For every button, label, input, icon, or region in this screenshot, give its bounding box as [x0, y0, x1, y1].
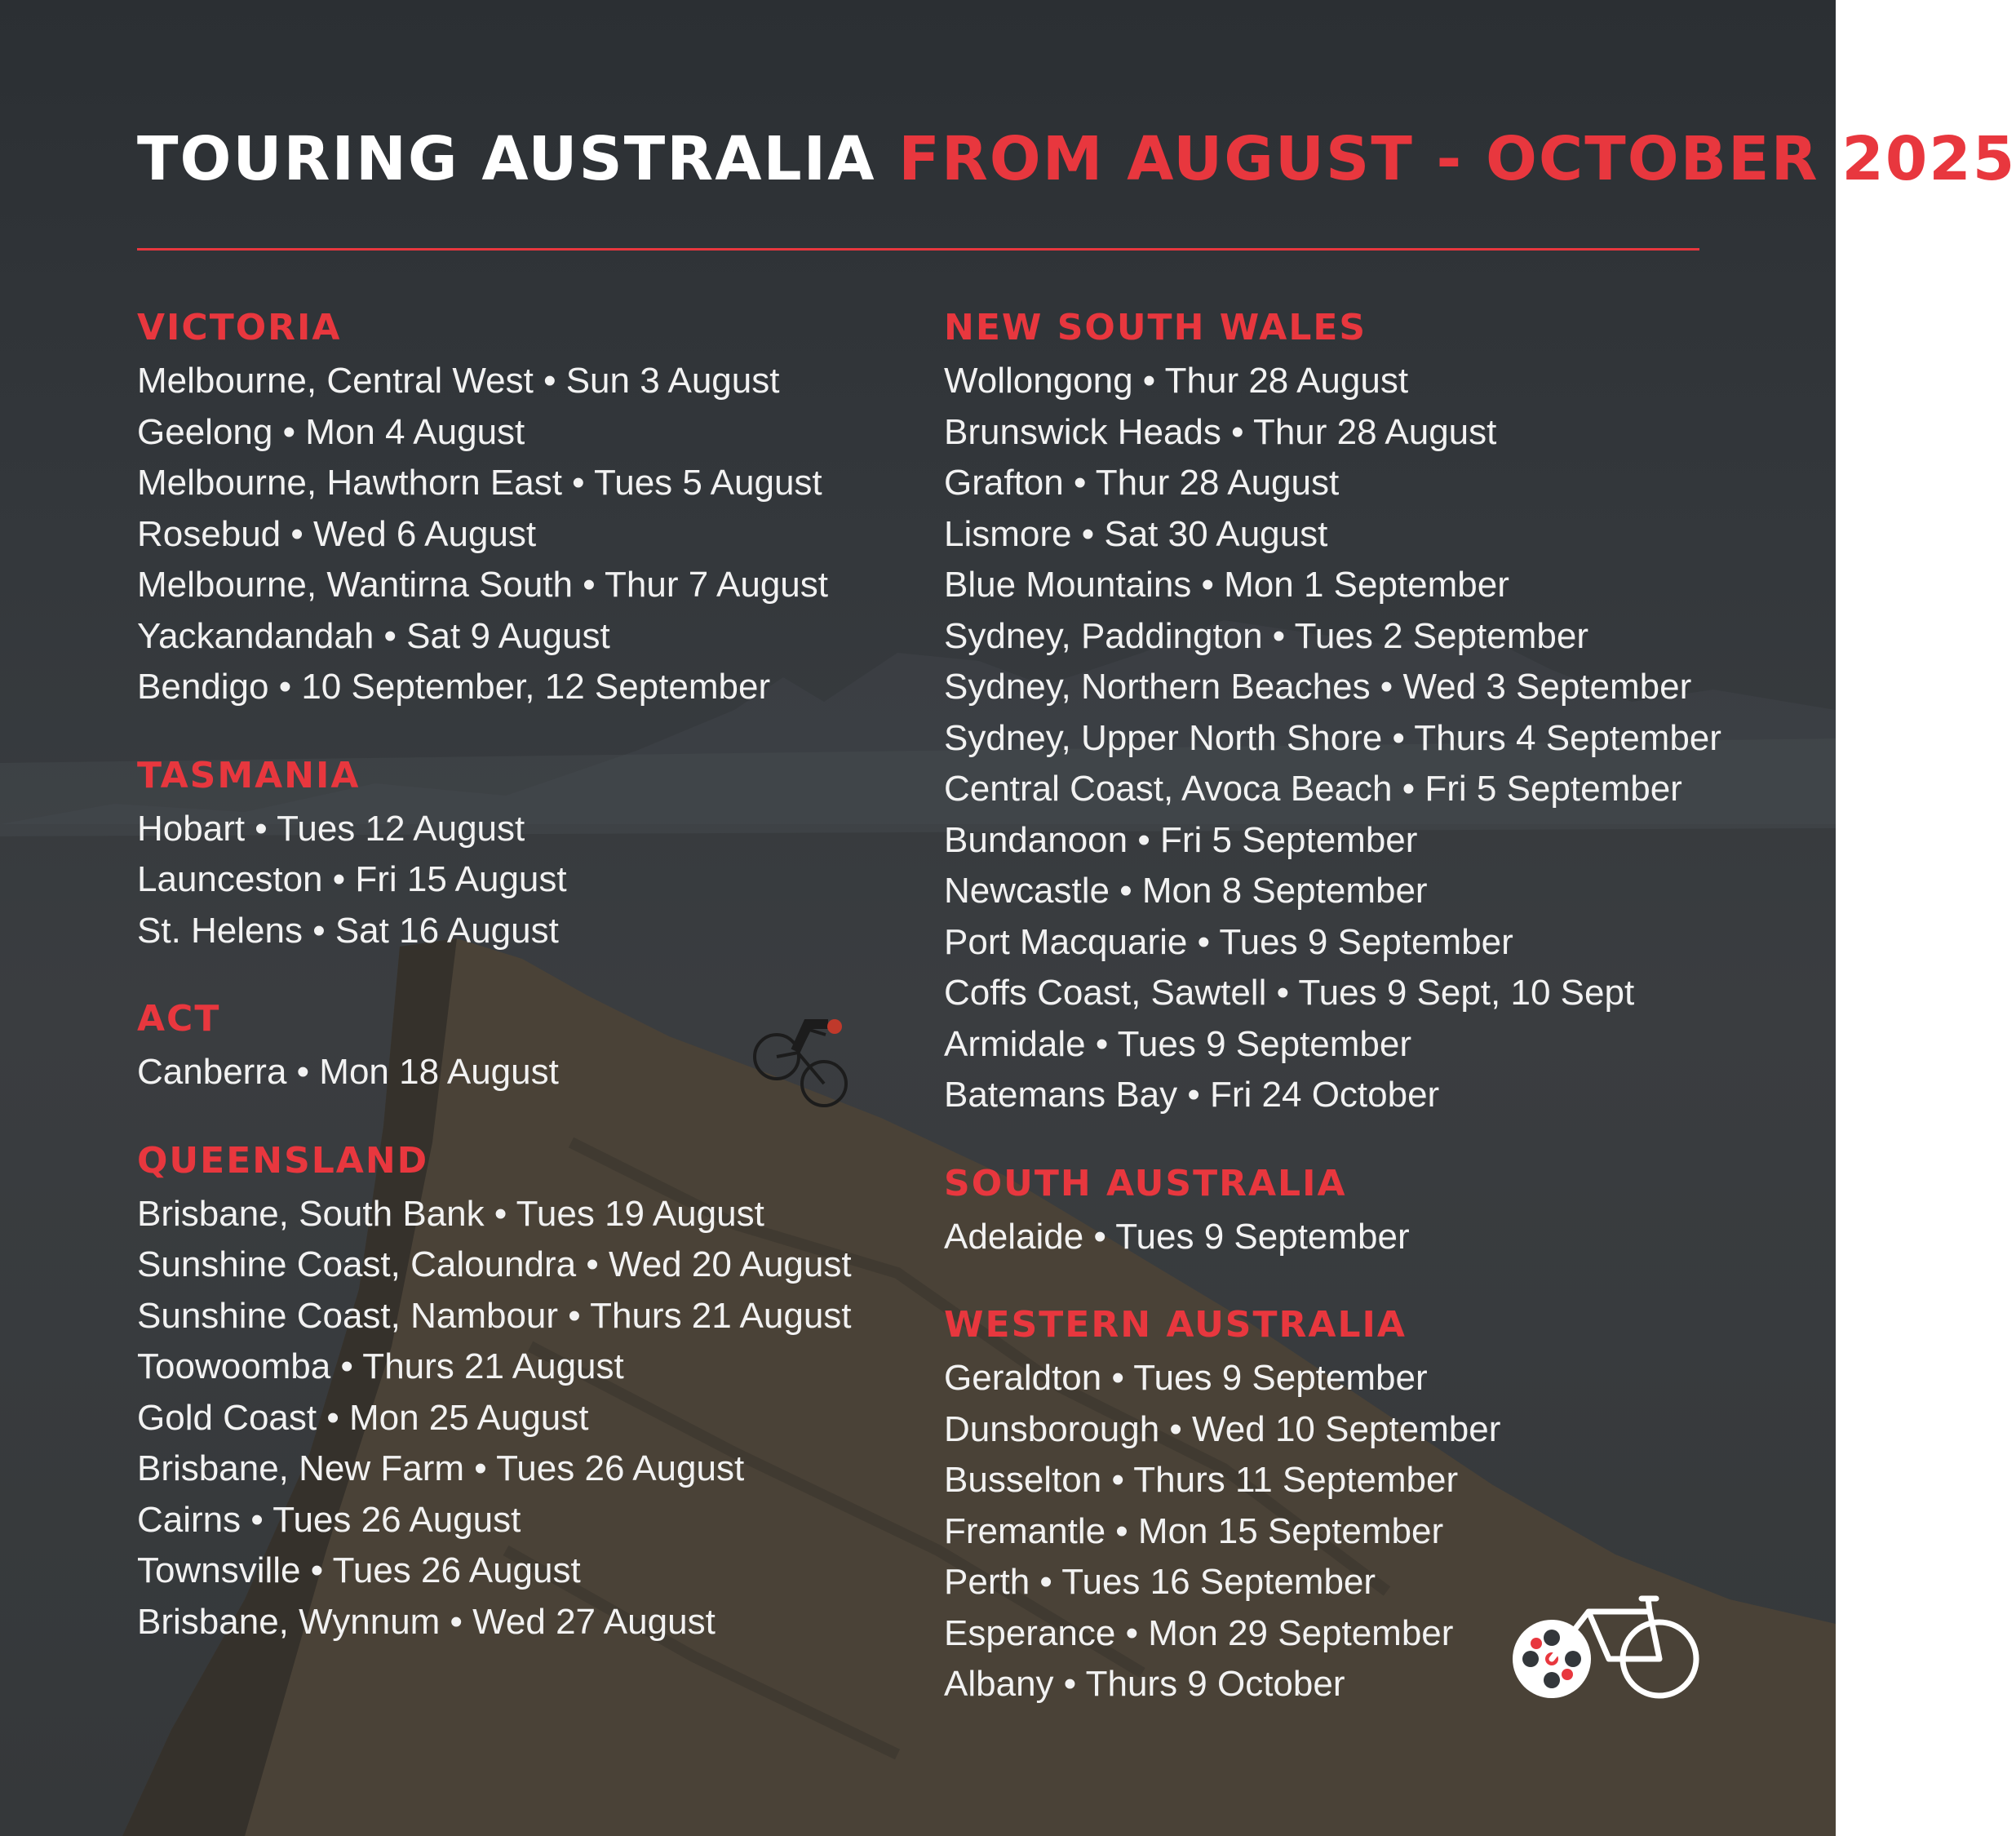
- section-heading: WESTERN AUSTRALIA: [944, 1304, 1407, 1346]
- tour-date: Esperance • Mon 29 September: [944, 1612, 1454, 1653]
- section-heading: QUEENSLAND: [137, 1139, 429, 1182]
- tour-date-list: [944, 1212, 1721, 1263]
- section-heading: TASMANIA: [137, 754, 361, 796]
- tour-date: Brisbane, South Bank • Tues 19 August: [137, 1193, 764, 1234]
- section-heading: VICTORIA: [137, 307, 342, 348]
- tour-date: Townsville • Tues 26 August: [137, 1550, 581, 1590]
- section-new-south-wales: [944, 304, 1721, 1121]
- tour-date: Sydney, Paddington • Tues 2 September: [944, 615, 1588, 656]
- tour-date: Bendigo • 10 September, 12 September: [137, 667, 771, 707]
- section-queensland: [137, 1137, 852, 1648]
- tour-date: Sunshine Coast, Caloundra • Wed 20 August: [137, 1244, 852, 1284]
- section-heading: SOUTH AUSTRALIA: [944, 1162, 1347, 1204]
- tour-date: Batemans Bay • Fri 24 October: [944, 1075, 1440, 1115]
- tour-date: Albany • Thurs 9 October: [944, 1664, 1345, 1704]
- tour-date: Melbourne, Hawthorn East • Tues 5 August: [137, 463, 822, 503]
- tour-date: Gold Coast • Mon 25 August: [137, 1397, 589, 1438]
- tour-date: Hobart • Tues 12 August: [137, 808, 525, 849]
- tour-date: Coffs Coast, Sawtell • Tues 9 Sept, 10 Sept: [944, 973, 1635, 1013]
- tour-date: Wollongong • Thur 28 August: [944, 361, 1409, 401]
- tour-date: Brisbane, Wynnum • Wed 27 August: [137, 1601, 716, 1642]
- tour-date: Cairns • Tues 26 August: [137, 1499, 521, 1540]
- section-act: [137, 995, 852, 1098]
- left-column: [137, 304, 852, 1686]
- tour-date: Rosebud • Wed 6 August: [137, 513, 537, 554]
- tour-date: Toowoomba • Thurs 21 August: [137, 1346, 624, 1386]
- tour-date: Perth • Tues 16 September: [944, 1562, 1376, 1602]
- tour-date: Brunswick Heads • Thur 28 August: [944, 411, 1497, 452]
- section-heading: NEW SOUTH WALES: [944, 307, 1367, 348]
- tour-date: Geraldton • Tues 9 September: [944, 1358, 1428, 1398]
- tour-date: St. Helens • Sat 16 August: [137, 910, 559, 951]
- tour-date: Melbourne, Wantirna South • Thur 7 August: [137, 565, 828, 605]
- tour-date: Blue Mountains • Mon 1 September: [944, 565, 1509, 605]
- tour-date-list: [137, 356, 852, 713]
- tour-date: Central Coast, Avoca Beach • Fri 5 September: [944, 769, 1682, 809]
- tour-date: Bundanoon • Fri 5 September: [944, 819, 1418, 860]
- tour-date: Geelong • Mon 4 August: [137, 411, 525, 452]
- tour-date: Grafton • Thur 28 August: [944, 463, 1340, 503]
- tour-date-list: [137, 1047, 852, 1098]
- tour-date: Adelaide • Tues 9 September: [944, 1216, 1410, 1257]
- tour-date: Sydney, Upper North Shore • Thurs 4 September: [944, 717, 1721, 758]
- tour-date-list: [944, 356, 1721, 1121]
- tour-date: Port Macquarie • Tues 9 September: [944, 921, 1513, 962]
- bicycle-film-reel-icon: [1511, 1595, 1700, 1701]
- tour-date: Brisbane, New Farm • Tues 26 August: [137, 1448, 745, 1488]
- tour-date: Launceston • Fri 15 August: [137, 859, 567, 899]
- title-white-part: TOURING AUSTRALIA: [137, 124, 876, 194]
- tour-date: Sunshine Coast, Nambour • Thurs 21 August: [137, 1295, 852, 1336]
- tour-date: Lismore • Sat 30 August: [944, 513, 1328, 554]
- tour-date: Armidale • Tues 9 September: [944, 1023, 1412, 1064]
- page-title: [137, 122, 2016, 196]
- right-column: [944, 304, 1721, 1749]
- section-heading: ACT: [137, 998, 221, 1040]
- section-tasmania: [137, 752, 852, 957]
- tour-date: Yackandandah • Sat 9 August: [137, 615, 610, 656]
- tour-date-list: [137, 804, 852, 957]
- section-victoria: [137, 304, 852, 713]
- tour-date: Melbourne, Central West • Sun 3 August: [137, 361, 780, 401]
- tour-date-list: [137, 1189, 852, 1648]
- section-south-australia: [944, 1160, 1721, 1263]
- tour-date: Fremantle • Mon 15 September: [944, 1510, 1444, 1551]
- tour-date: Busselton • Thurs 11 September: [944, 1460, 1459, 1500]
- tour-date: Newcastle • Mon 8 September: [944, 871, 1428, 911]
- tour-date: Canberra • Mon 18 August: [137, 1052, 559, 1092]
- title-divider: [137, 248, 1699, 251]
- title-red-part: FROM AUGUST - OCTOBER 2025: [898, 124, 2016, 194]
- tour-date: Sydney, Northern Beaches • Wed 3 September: [944, 667, 1692, 707]
- tour-date: Dunsborough • Wed 10 September: [944, 1408, 1501, 1449]
